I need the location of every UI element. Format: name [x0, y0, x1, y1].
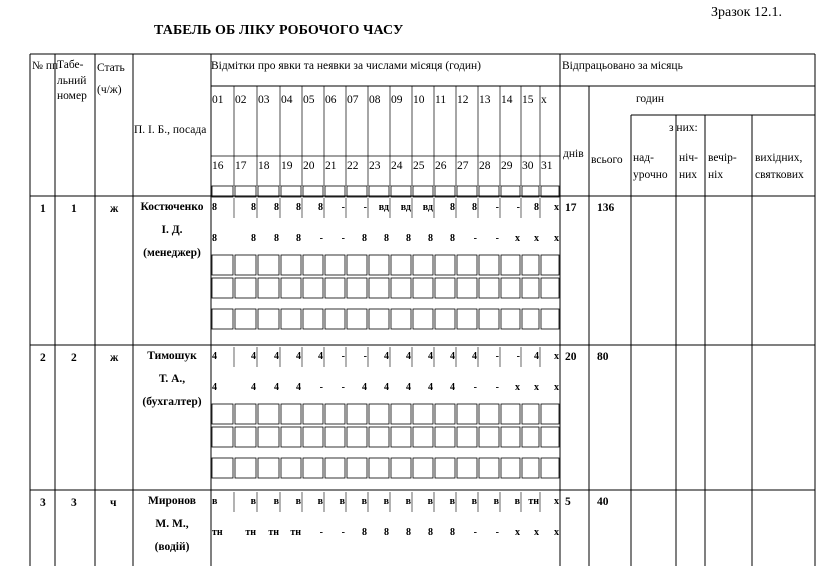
header-weekend: вихідних, святкових [755, 152, 804, 181]
day-box [435, 404, 455, 424]
attendance-mark: 8 [251, 233, 256, 244]
header-night: ніч-них [679, 152, 698, 181]
attendance-mark: 8 [362, 527, 367, 538]
attendance-mark: х [554, 233, 559, 244]
day-number-row2: 30 [522, 160, 534, 172]
day-box [457, 309, 477, 329]
day-number-row2: 20 [303, 160, 315, 172]
employee-hours-total: 40 [597, 496, 609, 508]
header-name: П. І. Б., посада [134, 124, 207, 136]
attendance-mark: - [363, 202, 367, 213]
day-box [435, 186, 455, 197]
attendance-mark: 4 [362, 382, 367, 393]
attendance-mark: 8 [450, 233, 455, 244]
attendance-mark: - [363, 351, 367, 362]
day-box [435, 255, 455, 275]
attendance-mark: - [473, 233, 477, 244]
attendance-mark: 8 [450, 202, 455, 213]
day-number-row1: 09 [391, 94, 403, 106]
day-number-row2: 26 [435, 160, 447, 172]
day-box [391, 458, 411, 478]
employee-days-worked: 17 [565, 202, 577, 214]
attendance-mark: 8 [406, 527, 411, 538]
day-box [522, 255, 539, 275]
day-box [413, 309, 433, 329]
attendance-mark: 8 [534, 202, 539, 213]
day-number-row1: 06 [325, 94, 337, 106]
attendance-mark: 4 [274, 351, 279, 362]
day-box [369, 404, 389, 424]
day-box [281, 255, 301, 275]
attendance-mark: - [341, 202, 345, 213]
attendance-mark: 8 [274, 233, 279, 244]
day-number-row1: 07 [347, 94, 359, 106]
day-box [501, 309, 520, 329]
header-tab-number: Табе-льний номер [57, 59, 87, 103]
day-box [479, 186, 499, 197]
attendance-mark: в [273, 496, 279, 507]
attendance-mark: вд [422, 202, 433, 213]
day-number-row2: 31 [541, 160, 553, 172]
attendance-mark: - [473, 382, 477, 393]
attendance-mark: в [212, 496, 218, 507]
attendance-mark: - [495, 202, 499, 213]
day-box [212, 309, 233, 329]
attendance-mark: в [361, 496, 367, 507]
day-number-row1: 03 [258, 94, 270, 106]
attendance-mark: в [295, 496, 301, 507]
attendance-mark: тн [290, 527, 301, 538]
header-evening: вечір-ніх [708, 152, 737, 181]
day-box [391, 255, 411, 275]
day-number-row2: 18 [258, 160, 270, 172]
day-box [303, 186, 323, 197]
day-box [303, 278, 323, 298]
attendance-mark: 8 [318, 202, 323, 213]
day-box [541, 458, 559, 478]
header-overtime: над-урочно [633, 152, 668, 181]
employee-days-worked: 20 [565, 351, 577, 363]
day-box [522, 427, 539, 447]
day-box [369, 278, 389, 298]
day-box [303, 404, 323, 424]
attendance-mark: х [534, 527, 539, 538]
day-box [501, 427, 520, 447]
day-box [325, 278, 345, 298]
day-number-row1: 15 [522, 94, 534, 106]
day-box [369, 458, 389, 478]
attendance-mark: 8 [362, 233, 367, 244]
day-box [235, 186, 256, 197]
day-box [501, 458, 520, 478]
day-box [303, 255, 323, 275]
day-box [235, 427, 256, 447]
day-box [347, 404, 367, 424]
day-box [347, 458, 367, 478]
header-worked: Відпрацьовано за місяць [562, 60, 683, 72]
attendance-mark: 4 [450, 351, 455, 362]
attendance-mark: в [250, 496, 256, 507]
day-number-row1: 02 [235, 94, 247, 106]
attendance-mark: 4 [296, 351, 301, 362]
day-number-row1: 10 [413, 94, 425, 106]
attendance-mark: х [515, 233, 520, 244]
day-box [501, 186, 520, 197]
day-box [258, 427, 279, 447]
day-number-row1: 05 [303, 94, 315, 106]
day-box [281, 309, 301, 329]
day-box [325, 255, 345, 275]
day-box [281, 404, 301, 424]
attendance-mark: 4 [212, 382, 217, 393]
attendance-mark: 4 [428, 351, 433, 362]
day-box [541, 278, 559, 298]
employee-tab-number: 3 [71, 497, 77, 509]
attendance-mark: 8 [296, 202, 301, 213]
employee-name-line: Костюченко [140, 201, 204, 213]
day-box [258, 186, 279, 197]
day-box [212, 427, 233, 447]
day-number-row2: 24 [391, 160, 403, 172]
attendance-mark: в [317, 496, 323, 507]
day-box [541, 404, 559, 424]
day-box [369, 309, 389, 329]
day-number-row2: 25 [413, 160, 425, 172]
header-hours: годин [636, 93, 665, 105]
day-box [235, 278, 256, 298]
day-box [435, 458, 455, 478]
attendance-mark: 8 [428, 233, 433, 244]
day-number-row2: 29 [501, 160, 513, 172]
day-box [281, 186, 301, 197]
attendance-mark: в [339, 496, 345, 507]
day-box [413, 404, 433, 424]
day-box [413, 255, 433, 275]
attendance-mark: х [554, 202, 559, 213]
day-box [435, 309, 455, 329]
employee-days-worked: 5 [565, 496, 571, 508]
day-box [235, 255, 256, 275]
attendance-mark: х [515, 527, 520, 538]
attendance-mark: 4 [318, 351, 323, 362]
day-box [391, 278, 411, 298]
attendance-mark: - [495, 527, 499, 538]
day-number-row1: 08 [369, 94, 381, 106]
attendance-mark: 8 [251, 202, 256, 213]
day-box [479, 458, 499, 478]
day-box [413, 427, 433, 447]
attendance-mark: х [554, 496, 559, 507]
day-box [369, 186, 389, 197]
attendance-mark: 4 [251, 351, 256, 362]
day-box [258, 458, 279, 478]
day-number-row2: 21 [325, 160, 337, 172]
attendance-mark: - [495, 233, 499, 244]
attendance-mark: 4 [384, 382, 389, 393]
attendance-mark: х [515, 382, 520, 393]
attendance-mark: х [554, 527, 559, 538]
day-number-row1: 13 [479, 94, 491, 106]
day-box [281, 427, 301, 447]
employee-name-line: (водій) [154, 541, 190, 553]
day-box [435, 427, 455, 447]
day-box [522, 404, 539, 424]
employee-hours-total: 80 [597, 351, 609, 363]
attendance-mark: - [516, 351, 520, 362]
employee-name-line: Миронов [148, 495, 196, 507]
attendance-mark: 8 [296, 233, 301, 244]
day-box [325, 458, 345, 478]
day-box [281, 458, 301, 478]
attendance-mark: в [493, 496, 499, 507]
day-box [235, 404, 256, 424]
attendance-mark: - [495, 382, 499, 393]
day-box [541, 186, 559, 197]
employee-tab-number: 2 [71, 352, 77, 364]
attendance-mark: в [514, 496, 520, 507]
attendance-mark: 4 [212, 351, 217, 362]
employee-tab-number: 1 [71, 203, 77, 215]
attendance-mark: в [405, 496, 411, 507]
day-box [435, 278, 455, 298]
attendance-mark: в [427, 496, 433, 507]
day-box [325, 404, 345, 424]
day-number-row1: 04 [281, 94, 293, 106]
attendance-mark: 4 [406, 382, 411, 393]
attendance-mark: тн [528, 496, 539, 507]
attendance-mark: - [341, 382, 345, 393]
attendance-mark: 8 [450, 527, 455, 538]
attendance-mark: 8 [212, 202, 217, 213]
attendance-mark: х [534, 382, 539, 393]
day-box [325, 186, 345, 197]
header-total: всього [591, 154, 623, 166]
attendance-mark: в [471, 496, 477, 507]
day-box [212, 186, 233, 197]
attendance-mark: 8 [384, 527, 389, 538]
day-number-row2: 28 [479, 160, 491, 172]
attendance-mark: х [554, 351, 559, 362]
sample-label: Зразок 12.1. [711, 5, 782, 20]
day-box [479, 404, 499, 424]
attendance-mark: 4 [428, 382, 433, 393]
day-box [212, 255, 233, 275]
employee-name-line: Т. А., [158, 373, 186, 385]
attendance-mark: 8 [428, 527, 433, 538]
attendance-mark: 8 [384, 233, 389, 244]
employee-name-line: М. М., [155, 518, 189, 530]
attendance-mark: х [534, 233, 539, 244]
document-title: ТАБЕЛЬ ОБ ЛІКУ РОБОЧОГО ЧАСУ [154, 23, 404, 38]
day-box [325, 309, 345, 329]
day-number-row2: 19 [281, 160, 293, 172]
day-number-row1: 01 [212, 94, 224, 106]
day-box [413, 186, 433, 197]
day-box [457, 255, 477, 275]
employee-hours-total: 136 [597, 202, 615, 214]
day-number-row1: 12 [457, 94, 469, 106]
day-box [258, 309, 279, 329]
day-box [212, 404, 233, 424]
attendance-mark: в [449, 496, 455, 507]
day-box [347, 309, 367, 329]
day-box [303, 309, 323, 329]
attendance-mark: - [319, 527, 323, 538]
day-number-row2: 27 [457, 160, 469, 172]
attendance-mark: 4 [274, 382, 279, 393]
day-box [501, 278, 520, 298]
header-of-them: з них: [669, 122, 698, 134]
attendance-mark: вд [378, 202, 389, 213]
attendance-mark: 4 [534, 351, 539, 362]
day-box [258, 255, 279, 275]
employee-name-line: І. Д. [161, 224, 183, 236]
day-box [347, 278, 367, 298]
attendance-mark: 4 [251, 382, 256, 393]
employee-name-line: Тимошук [147, 350, 197, 362]
day-box [479, 278, 499, 298]
attendance-mark: тн [245, 527, 256, 538]
attendance-mark: х [554, 382, 559, 393]
day-box [479, 427, 499, 447]
day-box [281, 278, 301, 298]
attendance-mark: тн [212, 527, 223, 538]
attendance-mark: - [473, 527, 477, 538]
day-number-row2: 23 [369, 160, 381, 172]
attendance-mark: 8 [472, 202, 477, 213]
day-number-row2: 22 [347, 160, 359, 172]
employee-sex: ч [110, 497, 117, 509]
day-box [522, 309, 539, 329]
employee-number: 2 [40, 352, 46, 364]
day-box [235, 458, 256, 478]
employee-name-line: (бухгалтер) [142, 396, 202, 408]
day-box [522, 186, 539, 197]
day-box [479, 255, 499, 275]
day-box [235, 309, 256, 329]
attendance-mark: - [516, 202, 520, 213]
day-box [391, 309, 411, 329]
day-box [258, 278, 279, 298]
day-box [369, 255, 389, 275]
day-box [541, 255, 559, 275]
employee-sex: ж [110, 203, 119, 215]
day-box [457, 186, 477, 197]
attendance-mark: 4 [450, 382, 455, 393]
day-box [303, 458, 323, 478]
day-box [501, 255, 520, 275]
day-box [391, 186, 411, 197]
attendance-mark: в [383, 496, 389, 507]
attendance-mark: - [341, 527, 345, 538]
header-sex: Стать (ч/ж) [97, 62, 125, 96]
header-number: № пп [32, 60, 59, 72]
day-box [212, 278, 233, 298]
header-marks: Відмітки про явки та неявки за числами місяця (годин) [211, 60, 482, 72]
attendance-mark: - [495, 351, 499, 362]
attendance-mark: тн [268, 527, 279, 538]
employee-sex: ж [110, 352, 119, 364]
attendance-mark: 4 [406, 351, 411, 362]
day-box [413, 278, 433, 298]
day-number-row1: 11 [435, 94, 447, 106]
employee-number: 1 [40, 203, 46, 215]
attendance-mark: 8 [212, 233, 217, 244]
day-box [522, 278, 539, 298]
header-days: днів [563, 148, 584, 160]
attendance-mark: 8 [274, 202, 279, 213]
day-box [522, 458, 539, 478]
day-box [501, 404, 520, 424]
day-box [347, 255, 367, 275]
day-box [479, 309, 499, 329]
employee-number: 3 [40, 497, 46, 509]
day-box [212, 458, 233, 478]
day-box [541, 427, 559, 447]
attendance-mark: 4 [472, 351, 477, 362]
day-box [541, 309, 559, 329]
day-box [457, 427, 477, 447]
employee-name-line: (менеджер) [143, 247, 201, 259]
day-box [413, 458, 433, 478]
attendance-mark: 4 [384, 351, 389, 362]
attendance-mark: - [341, 351, 345, 362]
day-box [391, 427, 411, 447]
day-box [325, 427, 345, 447]
day-box [347, 427, 367, 447]
day-number-row1: 14 [501, 94, 513, 106]
day-box [258, 404, 279, 424]
day-number-row1: х [541, 94, 547, 106]
day-box [457, 404, 477, 424]
attendance-mark: - [341, 233, 345, 244]
day-number-row2: 17 [235, 160, 247, 172]
day-box [457, 458, 477, 478]
day-box [347, 186, 367, 197]
day-number-row2: 16 [212, 160, 224, 172]
attendance-mark: вд [400, 202, 411, 213]
day-box [457, 278, 477, 298]
attendance-mark: 8 [406, 233, 411, 244]
day-box [391, 404, 411, 424]
day-box [369, 427, 389, 447]
attendance-mark: - [319, 233, 323, 244]
attendance-mark: 4 [296, 382, 301, 393]
attendance-mark: - [319, 382, 323, 393]
day-box [303, 427, 323, 447]
